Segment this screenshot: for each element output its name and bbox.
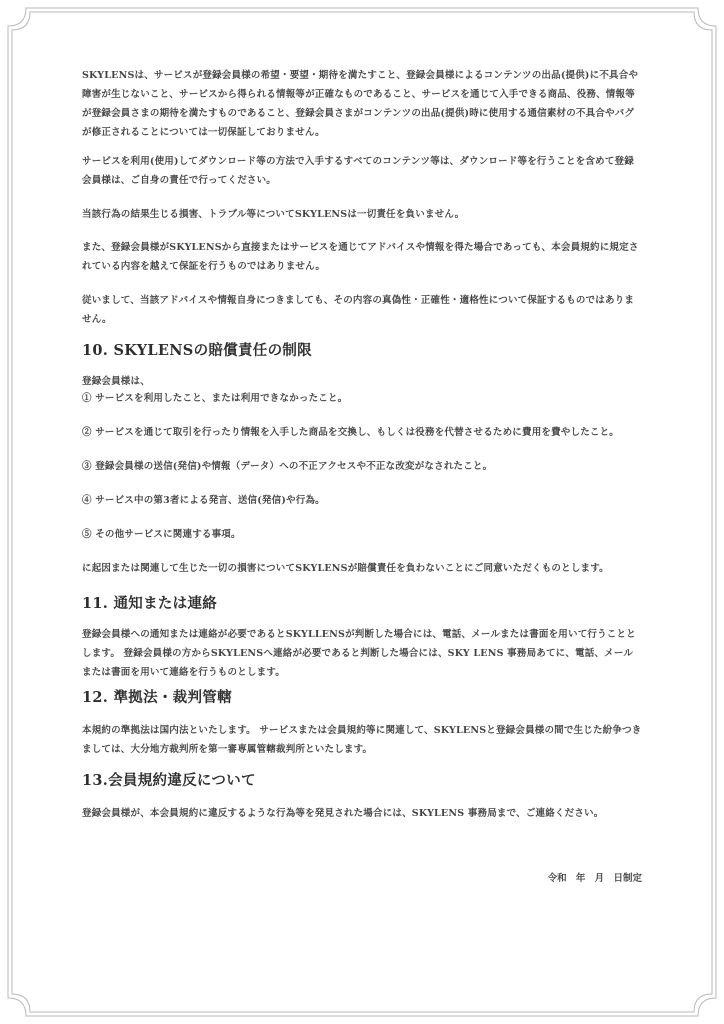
section-13-body: 登録会員様が、本会員規約に違反するような行為等を発見された場合には、SKYLENS 事務局まで、ご連絡ください。 <box>82 808 604 819</box>
section-10-item-1: ① サービスを利用したこと、または利用できなかったこと。 <box>82 393 348 404</box>
section-11-heading: 11. 通知または連絡 <box>82 595 218 612</box>
section-12-heading: 12. 準拠法・裁判管轄 <box>82 689 232 706</box>
section-13-heading: 13.会員規約違反について <box>82 772 256 789</box>
paragraph-accuracy-disclaimer: 従いまして、当該アドバイスや情報自身につきましても、その内容の真偽性・正確性・適格性について保証するものではありません。 <box>82 295 635 325</box>
paragraph-warranty-disclaimer: SKYLENSは、サービスが登録会員様の希望・要望・期待を満たすこと、登録会員様によるコンテンツの出品(提供)に不具合や障害が生じないこと、サービスから得られる情報等が正確なものであること、サービスを通じて入手できる商品、役務、情報等が登録会員さまの期待を満たすものであること、登録会員さまがコンテンツの出品(提供)時に使用する通信素材の不具合やバグが修正されることについては一切保証しておりません。 <box>82 70 639 138</box>
paragraph-no-liability: 当該行為の結果生じる損害、トラブル等についてSKYLENSは一切責任を負いません。 <box>82 209 465 220</box>
section-11-body: 登録会員様への通知または連絡が必要であるとSKYLLENSが判断した場合には、電話、メールまたは書面を用いて行うこととします。 登録会員様の方からSKYLENSへ連絡が必要であると判断した場合には、SKY LENS 事務局あてに、電話、メールまたは書面を用いて連絡を行うものとします。 <box>82 629 636 678</box>
section-10-item-4: ④ サービス中の第3者による発言、送信(発信)や行為。 <box>82 495 325 506</box>
section-10-item-2: ② サービスを通じて取引を行ったり情報を入手した商品を交換し、もしくは役務を代替させるために費用を費やしたこと。 <box>82 427 620 438</box>
section-10-closing: に起因または関連して生じた一切の損害についてSKYLENSが賠償責任を負わないことにご同意いただくものとします。 <box>82 563 609 574</box>
section-10-intro: 登録会員様は、 <box>82 376 150 387</box>
enactment-date: 令和 年 月 日制定 <box>547 873 642 884</box>
section-10-item-5: ⑤ その他サービスに関連する事項。 <box>82 529 241 540</box>
section-10-heading: 10. SKYLENSの賠償責任の制限 <box>82 342 312 359</box>
paragraph-download-responsibility: サービスを利用(使用)してダウンロード等の方法で入手するすべてのコンテンツ等は、ダウンロード等を行うことを含めて登録会員様は、ご自身の責任で行ってください。 <box>82 156 634 186</box>
section-12-body: 本規約の準拠法は国内法といたします。 サービスまたは会員規約等に関連して、SKYLENSと登録会員様の間で生じた紛争つきましては、大分地方裁判所を第一審専属管轄裁判所といたします。 <box>82 725 642 755</box>
section-10-item-3: ③ 登録会員様の送信(発信)や情報（データ）への不正アクセスや不正な改変がなされたこと。 <box>82 461 493 472</box>
paragraph-advice-disclaimer: また、登録会員様がSKYLENSから直接またはサービスを通じてアドバイスや情報を得た場合であっても、本会員規約に規定されている内容を越えて保証を行うものではありません。 <box>82 242 639 272</box>
